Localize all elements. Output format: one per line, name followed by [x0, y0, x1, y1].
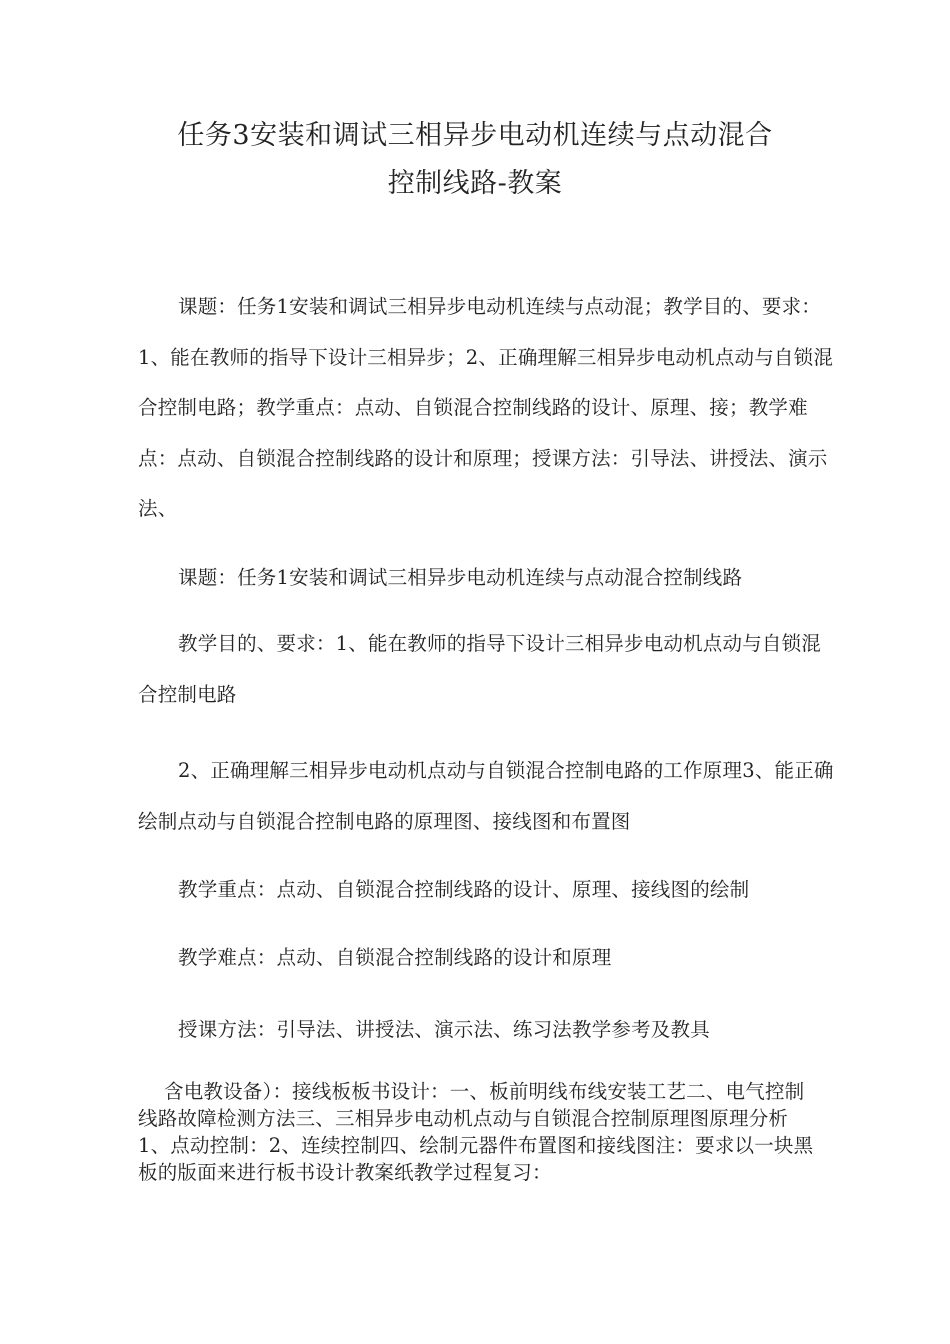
- document-title-line-2: 控制线路-教案: [387, 168, 563, 199]
- document-title-line-1: 任务3安装和调试三相异步电动机连续与点动混合: [177, 120, 773, 151]
- teaching-methods-paragraph: 授课方法：引导法、讲授法、演示法、练习法教学参考及教具: [178, 1018, 710, 1041]
- objectives-continued-paragraph: 2、正确理解三相异步电动机点动与自锁混合控制电路的工作原理3、能正确绘制点动与自锁混合控制电路的原理图、接线图和布置图: [138, 759, 834, 833]
- topic-paragraph: 课题：任务1安装和调试三相异步电动机连续与点动混合控制线路: [178, 566, 743, 589]
- difficulties-paragraph: 教学难点：点动、自锁混合控制线路的设计和原理: [178, 946, 612, 969]
- key-points-paragraph: 教学重点：点动、自锁混合控制线路的设计、原理、接线图的绘制: [178, 878, 750, 901]
- objectives-paragraph: 教学目的、要求：1、能在教师的指导下设计三相异步电动机点动与自锁混合控制电路: [138, 632, 822, 706]
- board-design-paragraph: 含电教设备）：接线板板书设计：一、板前明线布线安装工艺二、电气控制线路故障检测方法三、三相异步电动机点动与自锁混合控制原理图原理分析1、点动控制：2、连续控制四、绘制元器件布置图和接线图注：要求以一块黑板的版面来进行板书设计教案纸教学过程复习：: [138, 1080, 814, 1184]
- summary-paragraph: 课题：任务1安装和调试三相异步电动机连续与点动混；教学目的、要求：1、能在教师的指导下设计三相异步；2、正确理解三相异步电动机点动与自锁混合控制电路；教学重点：点动、自锁混合控制线路的设计、原理、接；教学难点：点动、自锁混合控制线路的设计和原理；授课方法：引导法、讲授法、演示法、: [138, 295, 834, 520]
